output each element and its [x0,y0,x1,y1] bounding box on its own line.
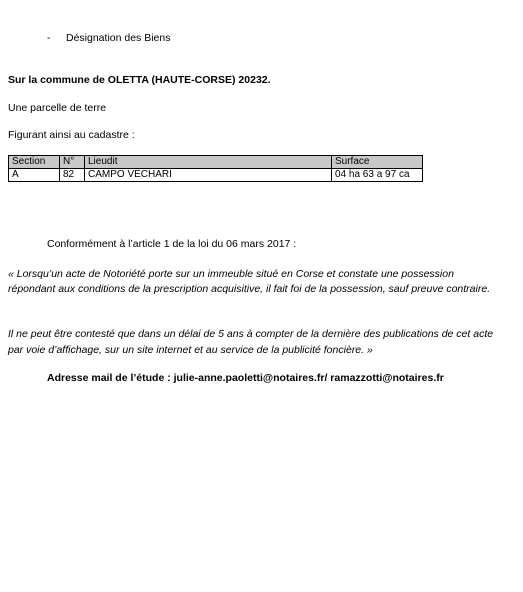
heading-bullet: - [47,32,51,44]
cell-number: 82 [60,169,85,182]
cadastre-table [8,155,423,182]
table-row [9,169,423,182]
header-surface: Surface [332,156,423,169]
email-line: Adresse mail de l’étude : julie-anne.paoletti@notaires.fr/ ramazzotti@notaires.fr [47,372,444,384]
commune-line: Sur la commune de OLETTA (HAUTE-CORSE) 20232. [8,74,271,86]
header-lieudit: Lieudit [85,156,332,169]
quote-paragraph-2: Il ne peut être contesté que dans un délai de 5 ans à compter de la dernière des publications de cet acte par voie d’affichage, sur un site internet et au service de la publicité foncière. » [8,328,494,356]
conformement-line: Conformément à l’article 1 de la loi du 06 mars 2017 : [47,238,297,250]
cadastre-intro: Figurant ainsi au cadastre : [8,129,135,141]
header-number: N° [60,156,85,169]
quote-paragraph-1: « Lorsqu’un acte de Notoriété porte sur un immeuble situé en Corse et constate une possession répondant aux conditions de la prescription acquisitive, il fait foi de la possession, sauf preuve contraire. [8,268,491,295]
parcel-line: Une parcelle de terre [8,102,107,114]
cell-lieudit: CAMPO VECHARI [85,169,332,182]
table-header-row [9,156,423,169]
cell-section: A [9,169,60,182]
heading-title: Désignation des Biens [66,32,171,44]
header-section: Section [9,156,60,169]
cell-surface: 04 ha 63 a 97 ca [332,169,423,182]
